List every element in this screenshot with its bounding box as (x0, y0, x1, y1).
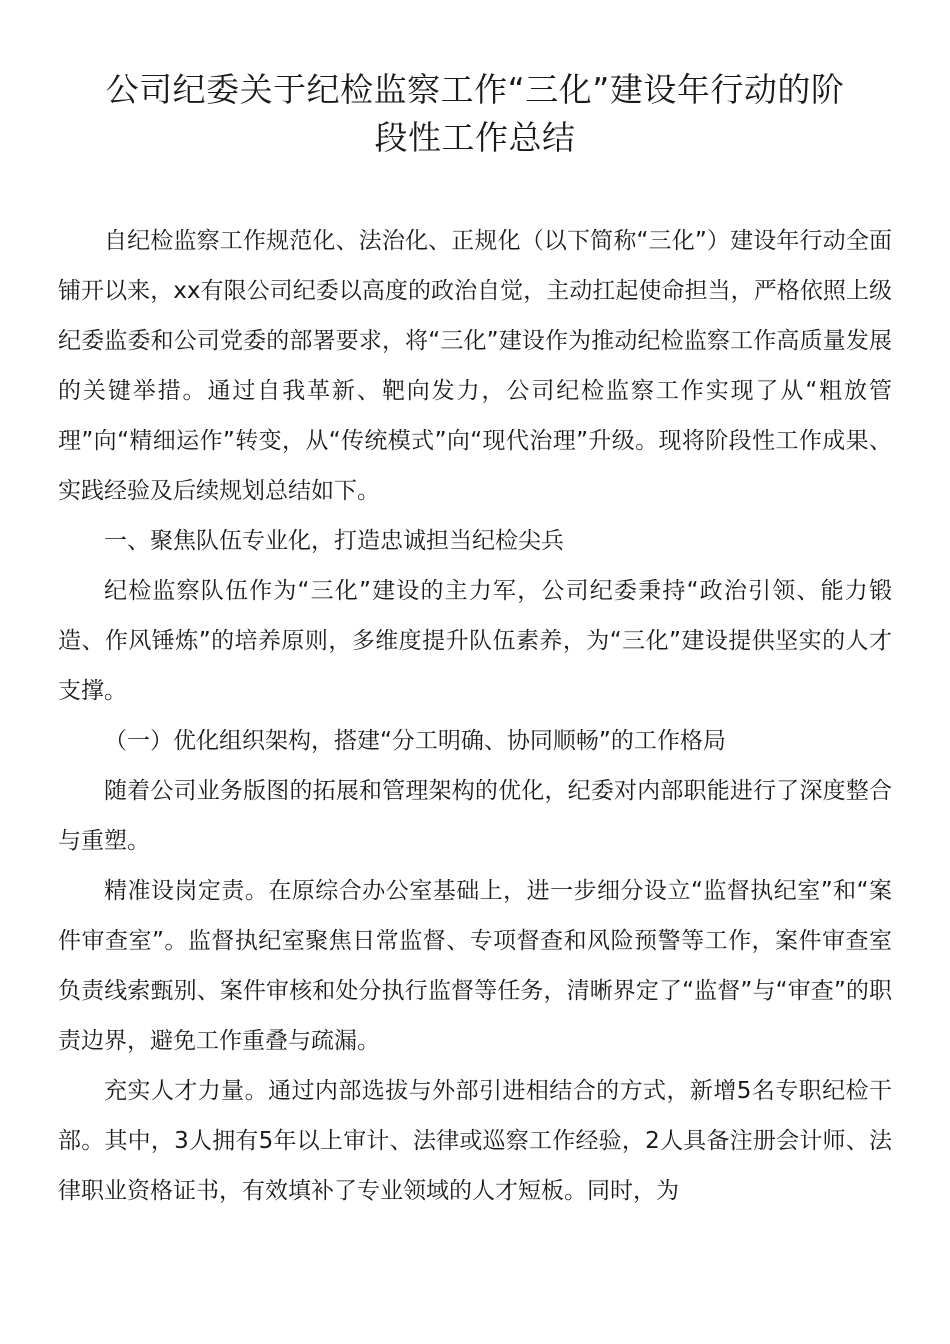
post-setting-paragraph: 精准设岗定责。在原综合办公室基础上，进一步细分设立“监督执纪室”和“案件审查室”。监督执纪室聚焦日常监督、专项督查和风险预警等工作，案件审查室负责线索甄别、案件审核和处分执行监督等任务，清晰界定了“监督”与“审查”的职责边界，避免工作重叠与疏漏。 (58, 878, 892, 1054)
document-title (60, 66, 890, 162)
document-title-line-1: 公司纪委关于纪检监察工作“三化”建设年行动的阶 (105, 70, 845, 109)
subsection-heading-1: （一）优化组织架构，搭建“分工明确、协同顺畅”的工作格局 (104, 728, 726, 754)
subsection-1-paragraph: 随着公司业务版图的拓展和管理架构的优化，纪委对内部职能进行了深度整合与重塑。 (58, 778, 892, 854)
section-heading-1: 一、聚焦队伍专业化，打造忠诚担当纪检尖兵 (104, 528, 564, 554)
talent-paragraph: 充实人才力量。通过内部选拔与外部引进相结合的方式，新增5名专职纪检干部。其中，3人拥有5年以上审计、法律或巡察工作经验，2人具备注册会计师、法律职业资格证书，有效填补了专业领域的人才短板。同时，为 (58, 1078, 892, 1204)
document-body (58, 216, 892, 1216)
section-1-paragraph: 纪检监察队伍作为“三化”建设的主力军，公司纪委秉持“政治引领、能力锻造、作风锤炼”的培养原则，多维度提升队伍素养，为“三化”建设提供坚实的人才支撑。 (58, 578, 892, 704)
intro-paragraph: 自纪检监察工作规范化、法治化、正规化（以下简称“三化”）建设年行动全面铺开以来，xx有限公司纪委以高度的政治自觉，主动扛起使命担当，严格依照上级纪委监委和公司党委的部署要求，将“三化”建设作为推动纪检监察工作高质量发展的关键举措。通过自我革新、靶向发力，公司纪检监察工作实现了从“粗放管理”向“精细运作”转变，从“传统模式”向“现代治理”升级。现将阶段性工作成果、实践经验及后续规划总结如下。 (58, 228, 892, 504)
document-title-line-2: 段性工作总结 (374, 118, 576, 157)
